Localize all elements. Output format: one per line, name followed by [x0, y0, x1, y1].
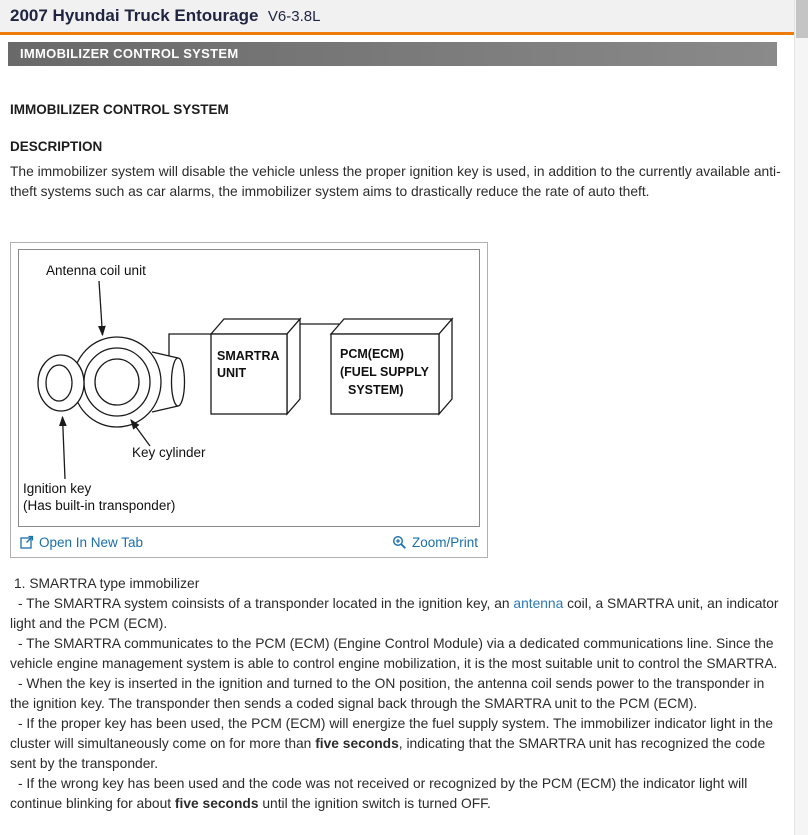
vehicle-header — [0, 0, 794, 35]
antenna-link[interactable]: antenna — [513, 596, 564, 611]
scrollbar[interactable] — [794, 0, 808, 835]
connector-coil-smartra — [169, 334, 211, 356]
note-list-title: 1. SMARTRA type immobilizer — [14, 576, 200, 591]
main-content — [0, 102, 794, 814]
key-cylinder-arrow — [131, 420, 150, 446]
pcm-label-line2: (FUEL SUPPLY — [340, 365, 429, 379]
article-heading: IMMOBILIZER CONTROL SYSTEM — [10, 102, 229, 117]
key-cylinder-end — [172, 358, 185, 406]
note-text: - The SMARTRA system coinsists of a transponder located in the ignition key, an — [18, 596, 514, 611]
note-item: - The SMARTRA communicates to the PCM (ECM) (Engine Control Module) via a dedicated communications line. Since the vehicle engine management system is able to control engine mobilization, it is the most suitable unit to control the SMARTRA. — [10, 636, 778, 671]
section-bar — [8, 42, 777, 66]
notes-section — [10, 574, 784, 814]
smartra-label-line1: SMARTRA — [217, 349, 280, 363]
figure-actions — [18, 527, 480, 557]
ignition-key-head — [38, 355, 84, 411]
note-text: coil, a SMARTRA unit, an indicator light and the PCM (ECM). — [10, 596, 779, 631]
zoom-print-link[interactable] — [392, 535, 478, 550]
ignition-key-label-line1: Ignition key — [23, 481, 92, 496]
note-text: - If the proper key has been used, the PCM (ECM) will energize the fuel supply system. The immobilizer indicator light in the cluster will simultaneously come on for more than — [10, 716, 774, 751]
note-item — [10, 714, 784, 774]
zoom-icon — [392, 535, 407, 550]
scrollbar-thumb[interactable] — [796, 0, 808, 38]
key-cylinder-label: Key cylinder — [132, 445, 206, 460]
note-bold-text: five seconds — [315, 736, 399, 751]
note-text: - If the wrong key has been used and the code was not received or recognized by the PCM (ECM) the indicator light will continue blinking for about — [10, 776, 748, 811]
antenna-coil-unit-label: Antenna coil unit — [46, 263, 146, 278]
smartra-label-line2: UNIT — [217, 366, 247, 380]
open-in-new-tab-label: Open In New Tab — [39, 534, 144, 550]
immobilizer-diagram-figure — [10, 242, 488, 558]
note-text: until the ignition switch is turned OFF. — [258, 796, 491, 811]
antenna-arrow — [99, 281, 103, 335]
note-item — [10, 774, 784, 814]
vehicle-title: 2007 Hyundai Truck Entourage — [10, 6, 259, 25]
pcm-label-line3: SYSTEM) — [348, 383, 404, 397]
note-bold-text: five seconds — [174, 796, 259, 811]
note-text: , indicating that the SMARTRA unit has recognized the code sent by the transponder. — [10, 736, 766, 771]
zoom-print-label: Zoom/Print — [411, 534, 478, 550]
note-item — [10, 594, 784, 634]
immobilizer-diagram — [19, 250, 479, 526]
antenna-coil-outer-ring — [73, 337, 161, 427]
description-heading: DESCRIPTION — [10, 139, 103, 154]
open-in-new-tab-link[interactable] — [20, 535, 143, 550]
ignition-key-label-line2: (Has built-in transponder) — [23, 498, 176, 513]
pcm-label-line1: PCM(ECM) — [340, 347, 404, 361]
open-in-new-tab-icon — [20, 535, 34, 549]
note-item: - When the key is inserted in the ignition and turned to the ON position, the antenna coil sends power to the transponder in the ignition key. The transponder then sends a coded signal back through the SMARTRA unit to the PCM (ECM). — [10, 676, 765, 711]
description-text: The immobilizer system will disable the vehicle unless the proper ignition key is used, in addition to the currently available anti-theft systems such as car alarms, the immobilizer system aims to drastically reduce the rate of auto theft. — [10, 164, 781, 199]
vehicle-engine: V6-3.8L — [267, 8, 321, 25]
ignition-key-arrow — [63, 417, 66, 479]
section-bar-label: IMMOBILIZER CONTROL SYSTEM — [20, 46, 239, 61]
diagram-canvas — [18, 249, 480, 527]
